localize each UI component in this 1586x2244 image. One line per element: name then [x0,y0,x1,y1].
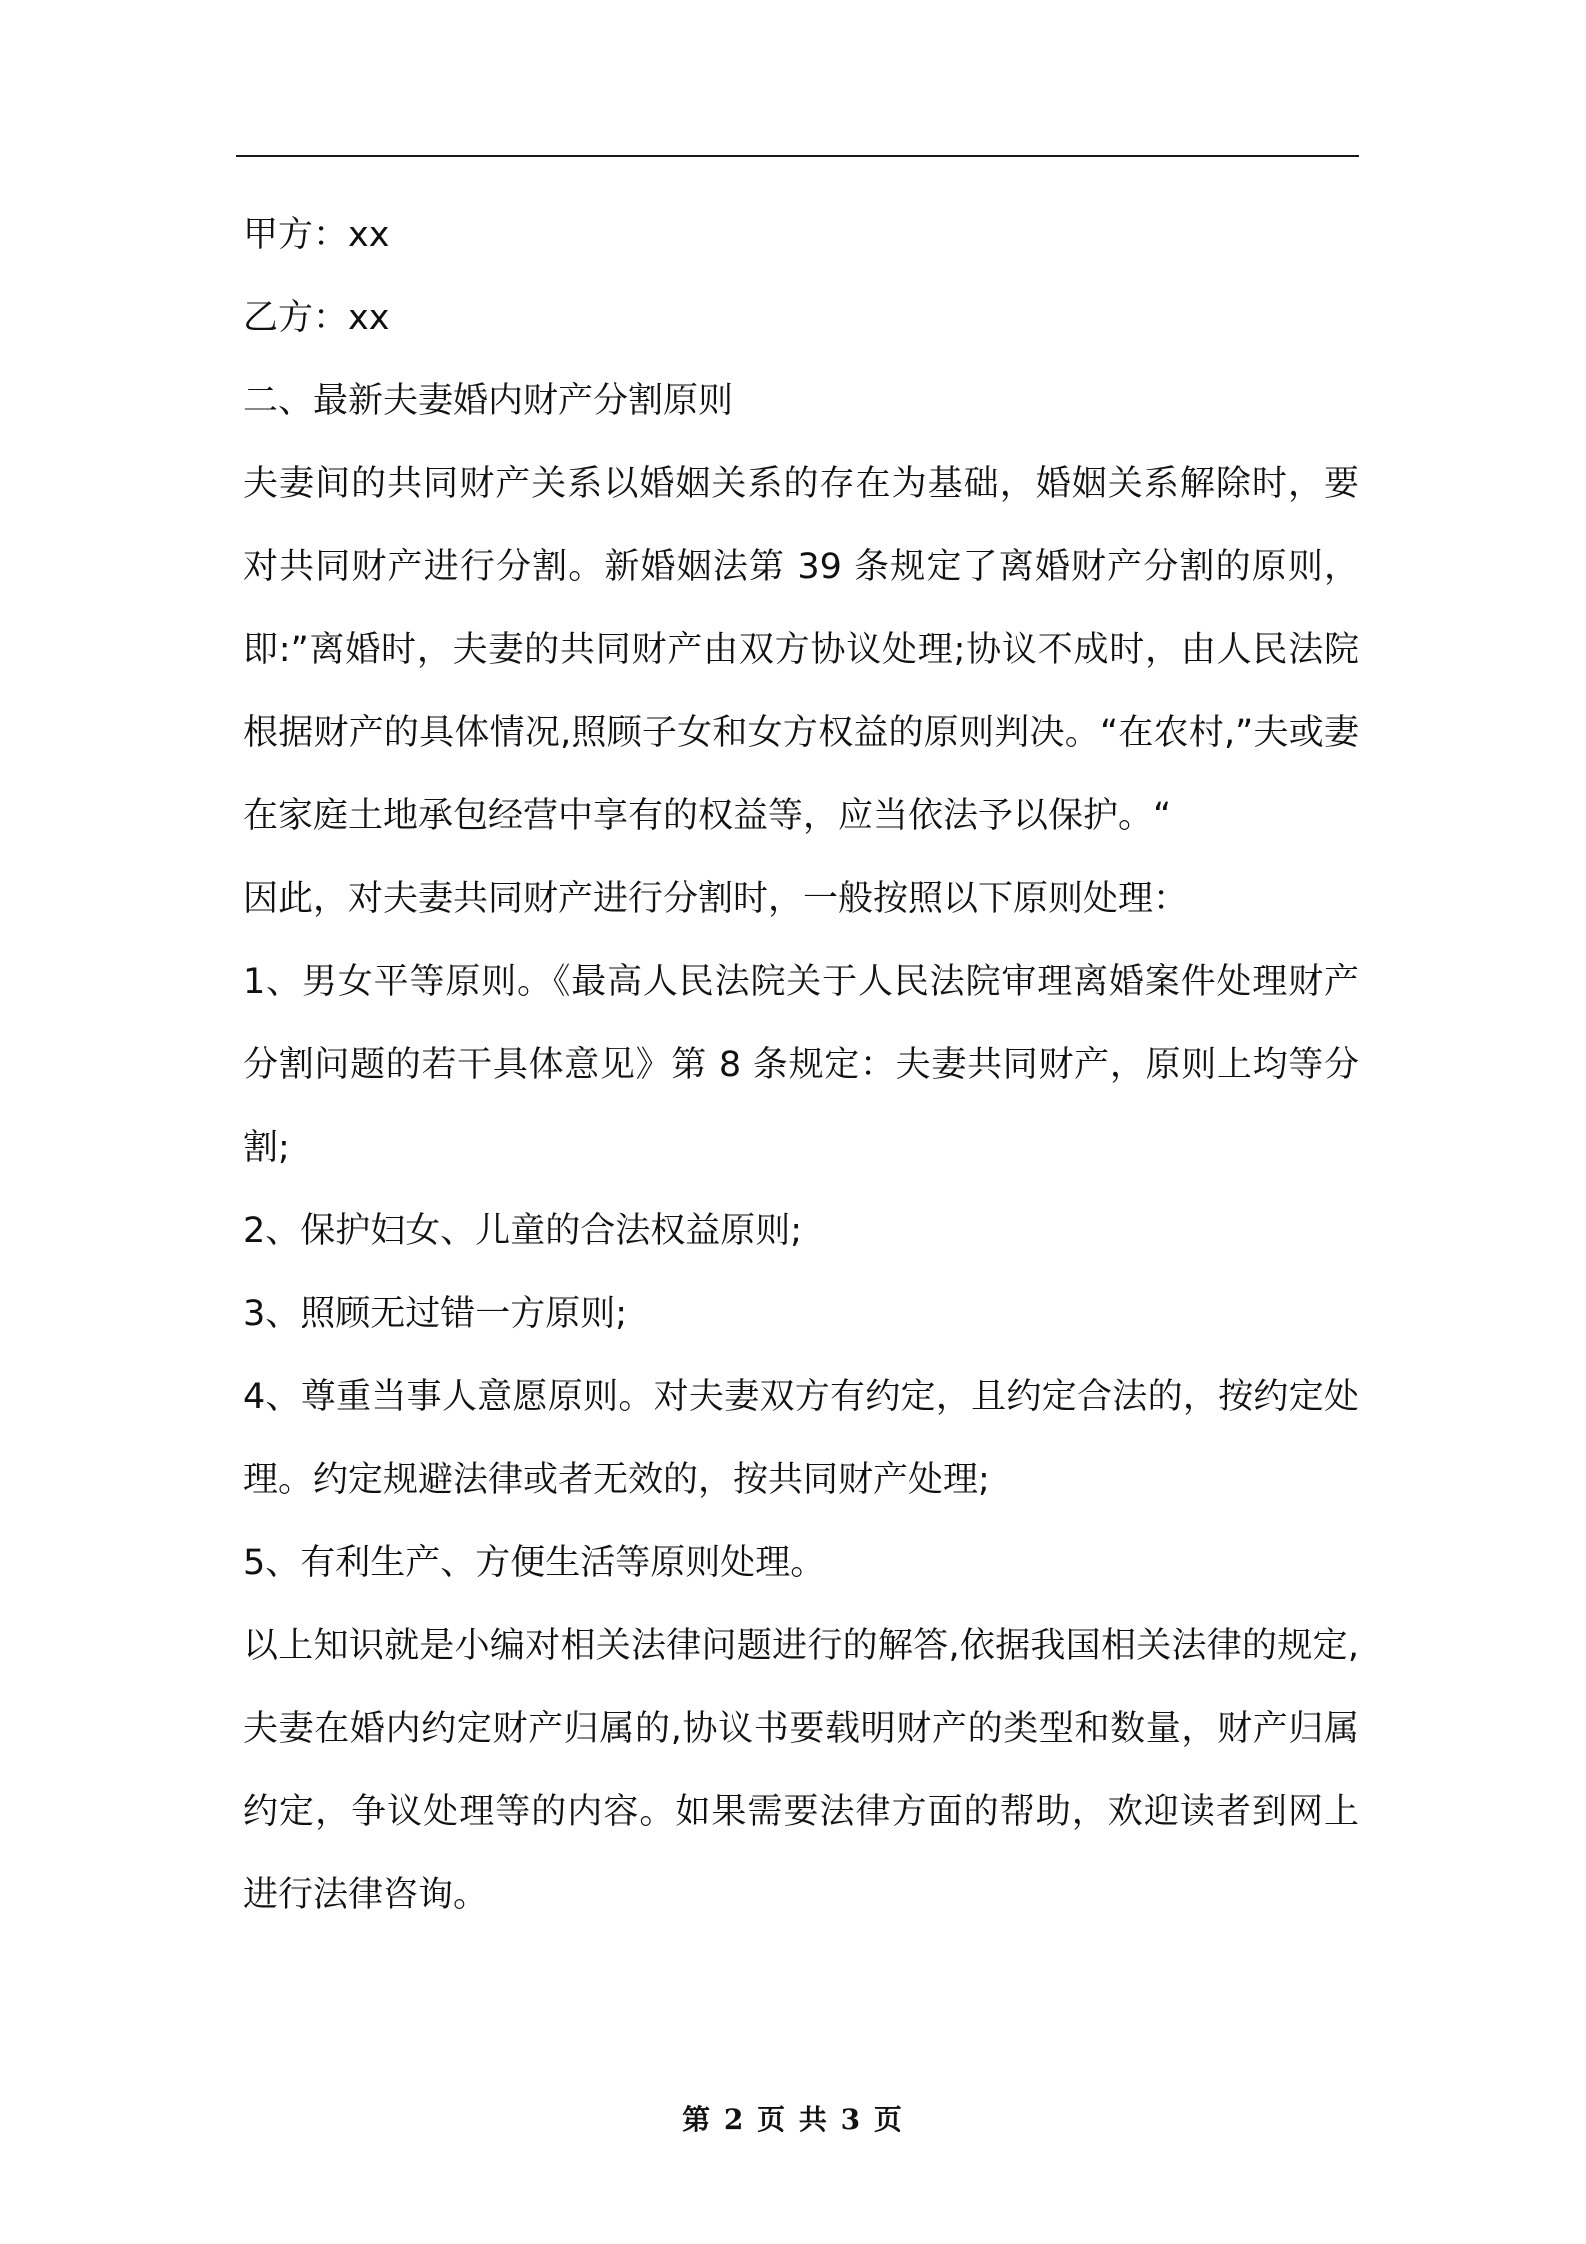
principle-item: 4、尊重当事人意愿原则。对夫妻双方有约定，且约定合法的，按约定处理。约定规避法律或者无效的，按共同财产处理; [243,1377,1359,1500]
party-a-line: 甲方：xx [243,215,390,255]
party-b-line: 乙方：xx [243,298,390,338]
principle-item: 1、男女平等原则。《最高人民法院关于人民法院审理离婚案件处理财产分割问题的若干具体意见》第 8 条规定：夫妻共同财产，原则上均等分割; [243,962,1359,1168]
body-paragraph: 夫妻间的共同财产关系以婚姻关系的存在为基础，婚姻关系解除时，要对共同财产进行分割。新婚姻法第 39 条规定了离婚财产分割的原则，即:”离婚时，夫妻的共同财产由双方协议处理;协议不成时，由人民法院根据财产的具体情况,照顾子女和女方权益的原则判决。“在农村,”夫或妻在家庭土地承包经营中享有的权益等，应当依法予以保护。“ [243,464,1359,836]
principle-item: 5、有利生产、方便生活等原则处理。 [243,1543,826,1583]
document-body [243,194,1359,1937]
principle-item: 2、保护妇女、儿童的合法权益原则; [243,1211,803,1251]
section-heading: 二、最新夫妻婚内财产分割原则 [243,381,734,421]
header-rule [236,155,1359,157]
body-paragraph: 因此，对夫妻共同财产进行分割时，一般按照以下原则处理： [243,879,1189,919]
closing-paragraph: 以上知识就是小编对相关法律问题进行的解答,依据我国相关法律的规定,夫妻在婚内约定财产归属的,协议书要载明财产的类型和数量，财产归属约定，争议处理等的内容。如果需要法律方面的帮助，欢迎读者到网上进行法律咨询。 [243,1626,1359,1915]
page-number: 第 2 页 共 3 页 [682,2103,904,2136]
principle-item: 3、照顾无过错一方原则; [243,1294,628,1334]
